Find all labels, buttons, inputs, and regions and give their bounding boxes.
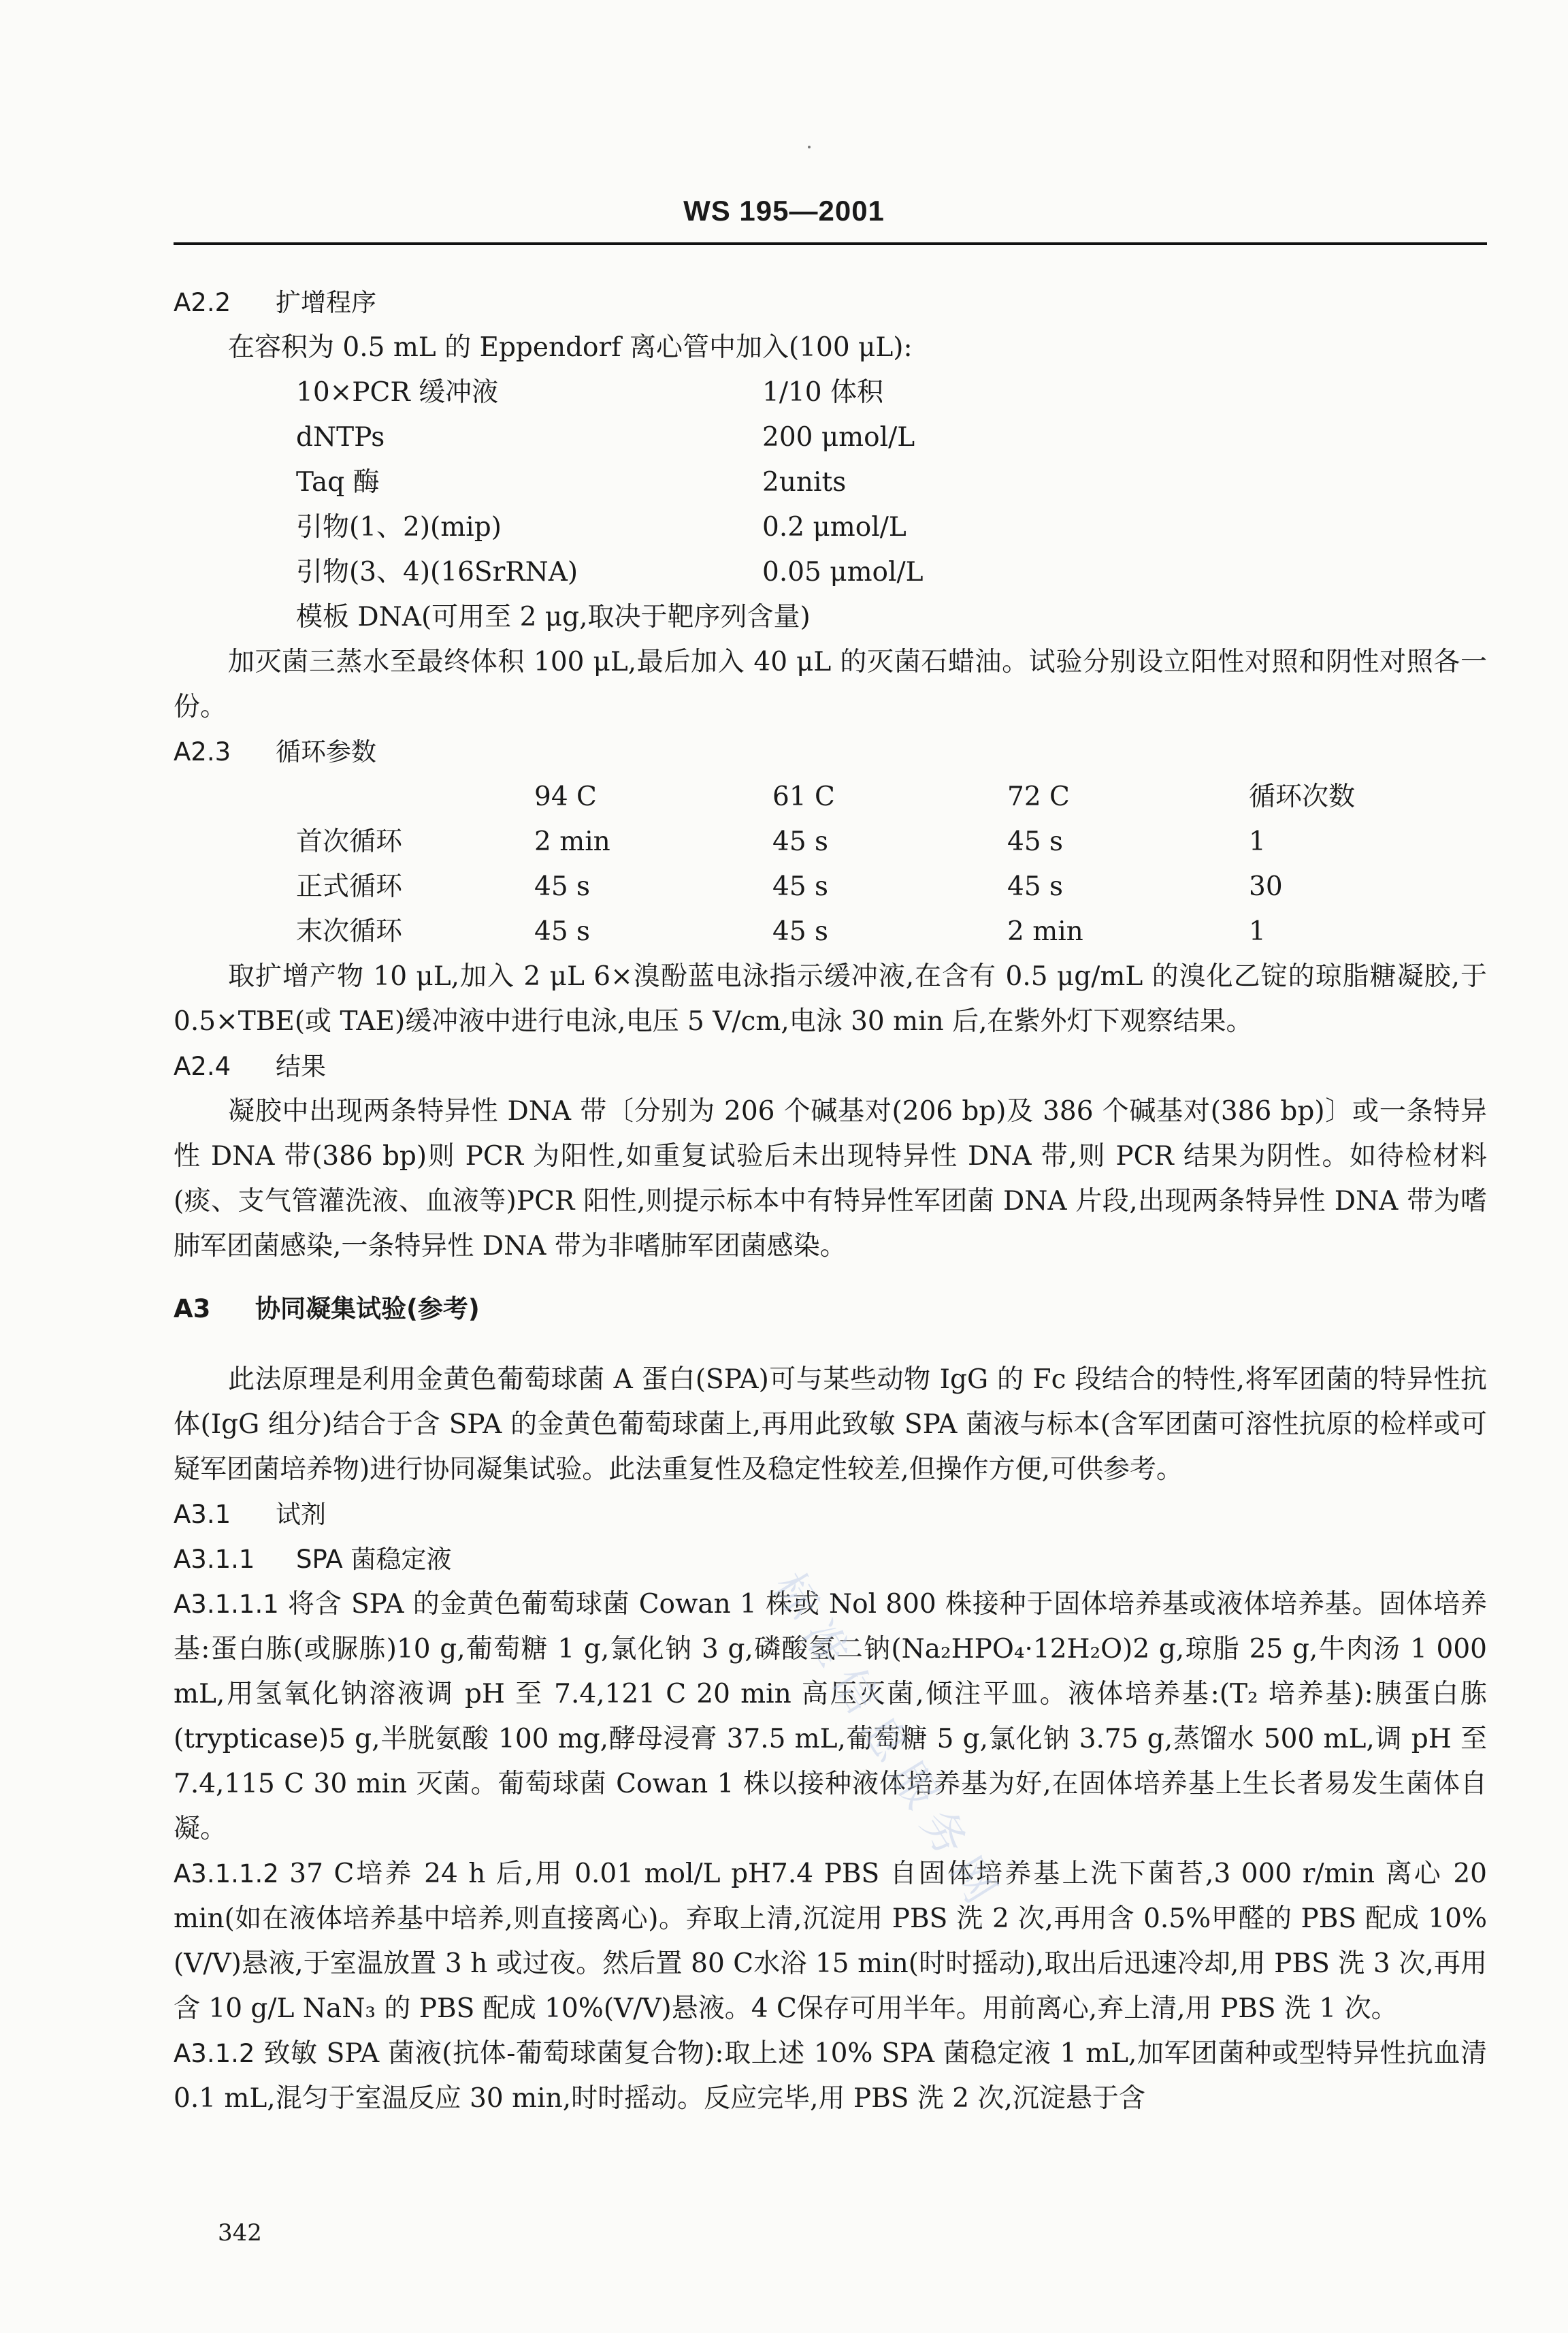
table-cell: 30 <box>1249 871 1283 902</box>
cycle-parameter-table <box>174 775 1487 954</box>
section-title: SPA 菌稳定液 <box>296 1545 452 1574</box>
scan-speck <box>808 146 811 148</box>
reagent-amount: 200 μmol/L <box>762 422 915 453</box>
table-cell: 末次循环 <box>296 916 403 947</box>
clause-text: 致敏 SPA 菌液(抗体-葡萄球菌复合物):取上述 10% SPA 菌稳定液 1 mL,加军团菌种或型特异性抗血清 0.1 mL,混匀于室温反应 30 min,时时摇动。反应完毕,用 PBS 洗 2 次,沉淀悬于含 <box>174 2038 1487 2114</box>
section-title: 扩增程序 <box>276 288 376 317</box>
table-cell: 45 s <box>1007 826 1064 857</box>
reagent-amount: 1/10 体积 <box>762 377 883 408</box>
clause-text: 将含 SPA 的金黄色葡萄球菌 Cowan 1 株或 Nol 800 株接种于固体培养基或液体培养基。固体培养基:蛋白胨(或脲胨)10 g,葡萄糖 1 g,氯化钠 3 g,磷酸氢二钠(Na₂HPO₄·12H₂O)2 g,琼脂 25 g,牛肉汤 1 000 mL,用氢氧化钠溶液调 pH 至 7.4,121 C 20 min 高压灭菌,倾注平皿。液体培养基:(T₂ 培养基):胰蛋白胨(trypticase)5 g,半胱氨酸 100 mg,酵母浸膏 37.5 mL,葡萄糖 5 g,氯化钠 3.75 g,蒸馏水 500 mL,调 pH 至 7.4,115 C 30 min 灭菌。葡萄球菌 Cowan 1 株以接种液体培养基为好,在固体培养基上生长者易发生菌体自凝。 <box>174 1589 1487 1844</box>
reagent-amount: 0.2 μmol/L <box>762 512 906 543</box>
section-a2-4-heading <box>174 1044 1487 1089</box>
section-title: 协同凝集试验(参考) <box>255 1294 480 1323</box>
table-cell: 45 s <box>534 916 591 947</box>
paragraph: 凝胶中出现两条特异性 DNA 带〔分别为 206 个碱基对(206 bp)及 386 个碱基对(386 bp)〕或一条特异性 DNA 带(386 bp)则 PCR 为阳性,如重复试验后未出现特异性 DNA 带,则 PCR 结果为阴性。如待检材料(痰、支气管灌洗液、血液等)PCR 阳性,则提示标本中有特异性军团菌 DNA 片段,出现两条特异性 DNA 带为嗜肺军团菌感染,一条特异性 DNA 带为非嗜肺军团菌感染。 <box>174 1096 1487 1261</box>
reagent-amount: 2units <box>762 467 847 498</box>
section-a3-1-1-heading <box>174 1537 1487 1582</box>
table-header-cell: 94 C <box>534 782 597 812</box>
document-code-header: WS 195—2001 <box>683 195 885 227</box>
watermark: 标准信息服务网 <box>762 1564 1013 1922</box>
reagent-name: 引物(3、4)(16SrRNA) <box>296 557 578 588</box>
reagent-name: Taq 酶 <box>296 467 380 498</box>
reagent-name: 引物(1、2)(mip) <box>296 512 502 543</box>
section-title: 试剂 <box>276 1500 326 1529</box>
clause-number: A3.1.1.2 <box>174 1859 279 1888</box>
table-cell: 45 s <box>534 871 591 902</box>
table-cell: 2 min <box>1007 916 1083 947</box>
page-number: 342 <box>218 2219 262 2247</box>
table-cell: 1 <box>1249 916 1266 947</box>
paragraph: 取扩增产物 10 μL,加入 2 μL 6×溴酚蓝电泳指示缓冲液,在含有 0.5 μg/mL 的溴化乙锭的琼脂糖凝胶,于 0.5×TBE(或 TAE)缓冲液中进行电泳,电压 5 V/cm,电泳 30 min 后,在紫外灯下观察结果。 <box>174 961 1487 1037</box>
reagent-name: 10×PCR 缓冲液 <box>296 377 499 408</box>
table-header-cell: 72 C <box>1007 782 1070 812</box>
section-number: A3.1.1 <box>174 1545 255 1574</box>
table-header-cell <box>296 775 534 820</box>
clause-text: 37 C培养 24 h 后,用 0.01 mol/L pH7.4 PBS 自固体培养基上洗下菌苔,3 000 r/min 离心 20 min(如在液体培养基中培养,则直接离心)。弃取上清,沉淀用 PBS 洗 2 次,再用含 0.5%甲醛的 PBS 配成 10%(V/V)悬液,于室温放置 3 h 或过夜。然后置 80 C水浴 15 min(时时摇动),取出后迅速冷却,用 PBS 洗 3 次,再用含 10 g/L NaN₃ 的 PBS 配成 10%(V/V)悬液。4 C保存可用半年。用前离心,弃上清,用 PBS 洗 1 次。 <box>174 1859 1487 2024</box>
clause-a3-1-2 <box>174 2031 1487 2121</box>
reagent-amount: 0.05 μmol/L <box>762 557 924 588</box>
reagent-list <box>174 370 1487 595</box>
section-title: 循环参数 <box>276 737 376 767</box>
page-body <box>174 280 1487 2121</box>
template-dna-line: 模板 DNA(可用至 2 μg,取决于靶序列含量) <box>296 602 811 632</box>
paragraph: 在容积为 0.5 mL 的 Eppendorf 离心管中加入(100 μL): <box>228 332 913 363</box>
clause-a3-1-1-2 <box>174 1852 1487 2031</box>
section-a3-heading <box>174 1287 1487 1332</box>
table-cell: 45 s <box>772 916 829 947</box>
paragraph: 此法原理是利用金黄色葡萄球菌 A 蛋白(SPA)可与某些动物 IgG 的 Fc 段结合的特性,将军团菌的特异性抗体(IgG 组分)结合于含 SPA 的金黄色葡萄球菌上,再用此致敏 SPA 菌液与标本(含军团菌可溶性抗原的检样或可疑军团菌培养物)进行协同凝集试验。此法重复性及稳定性较差,但操作方便,可供参考。 <box>174 1364 1487 1485</box>
table-cell: 45 s <box>1007 871 1064 902</box>
table-cell: 首次循环 <box>296 826 403 857</box>
table-header-cell: 循环次数 <box>1249 782 1356 812</box>
paragraph: 加灭菌三蒸水至最终体积 100 μL,最后加入 40 μL 的灭菌石蜡油。试验分别设立阳性对照和阴性对照各一份。 <box>174 647 1487 722</box>
section-a3-1-heading <box>174 1492 1487 1537</box>
section-number: A3.1 <box>174 1500 231 1529</box>
table-cell: 正式循环 <box>296 871 403 902</box>
section-title: 结果 <box>276 1052 326 1081</box>
section-number: A3 <box>174 1294 211 1323</box>
table-cell: 2 min <box>534 826 610 857</box>
section-a2-3-heading <box>174 730 1487 775</box>
table-cell: 45 s <box>772 826 829 857</box>
section-number: A2.2 <box>174 288 231 317</box>
section-number: A2.3 <box>174 737 231 767</box>
table-cell: 45 s <box>772 871 829 902</box>
clause-number: A3.1.1.1 <box>174 1590 279 1619</box>
section-number: A2.4 <box>174 1052 231 1081</box>
section-a2-2-heading <box>174 280 1487 325</box>
table-cell: 1 <box>1249 826 1266 857</box>
reagent-name: dNTPs <box>296 422 385 453</box>
clause-a3-1-1-1 <box>174 1582 1487 1852</box>
clause-number: A3.1.2 <box>174 2039 255 2068</box>
table-header-cell: 61 C <box>772 782 835 812</box>
header-rule <box>174 242 1487 245</box>
